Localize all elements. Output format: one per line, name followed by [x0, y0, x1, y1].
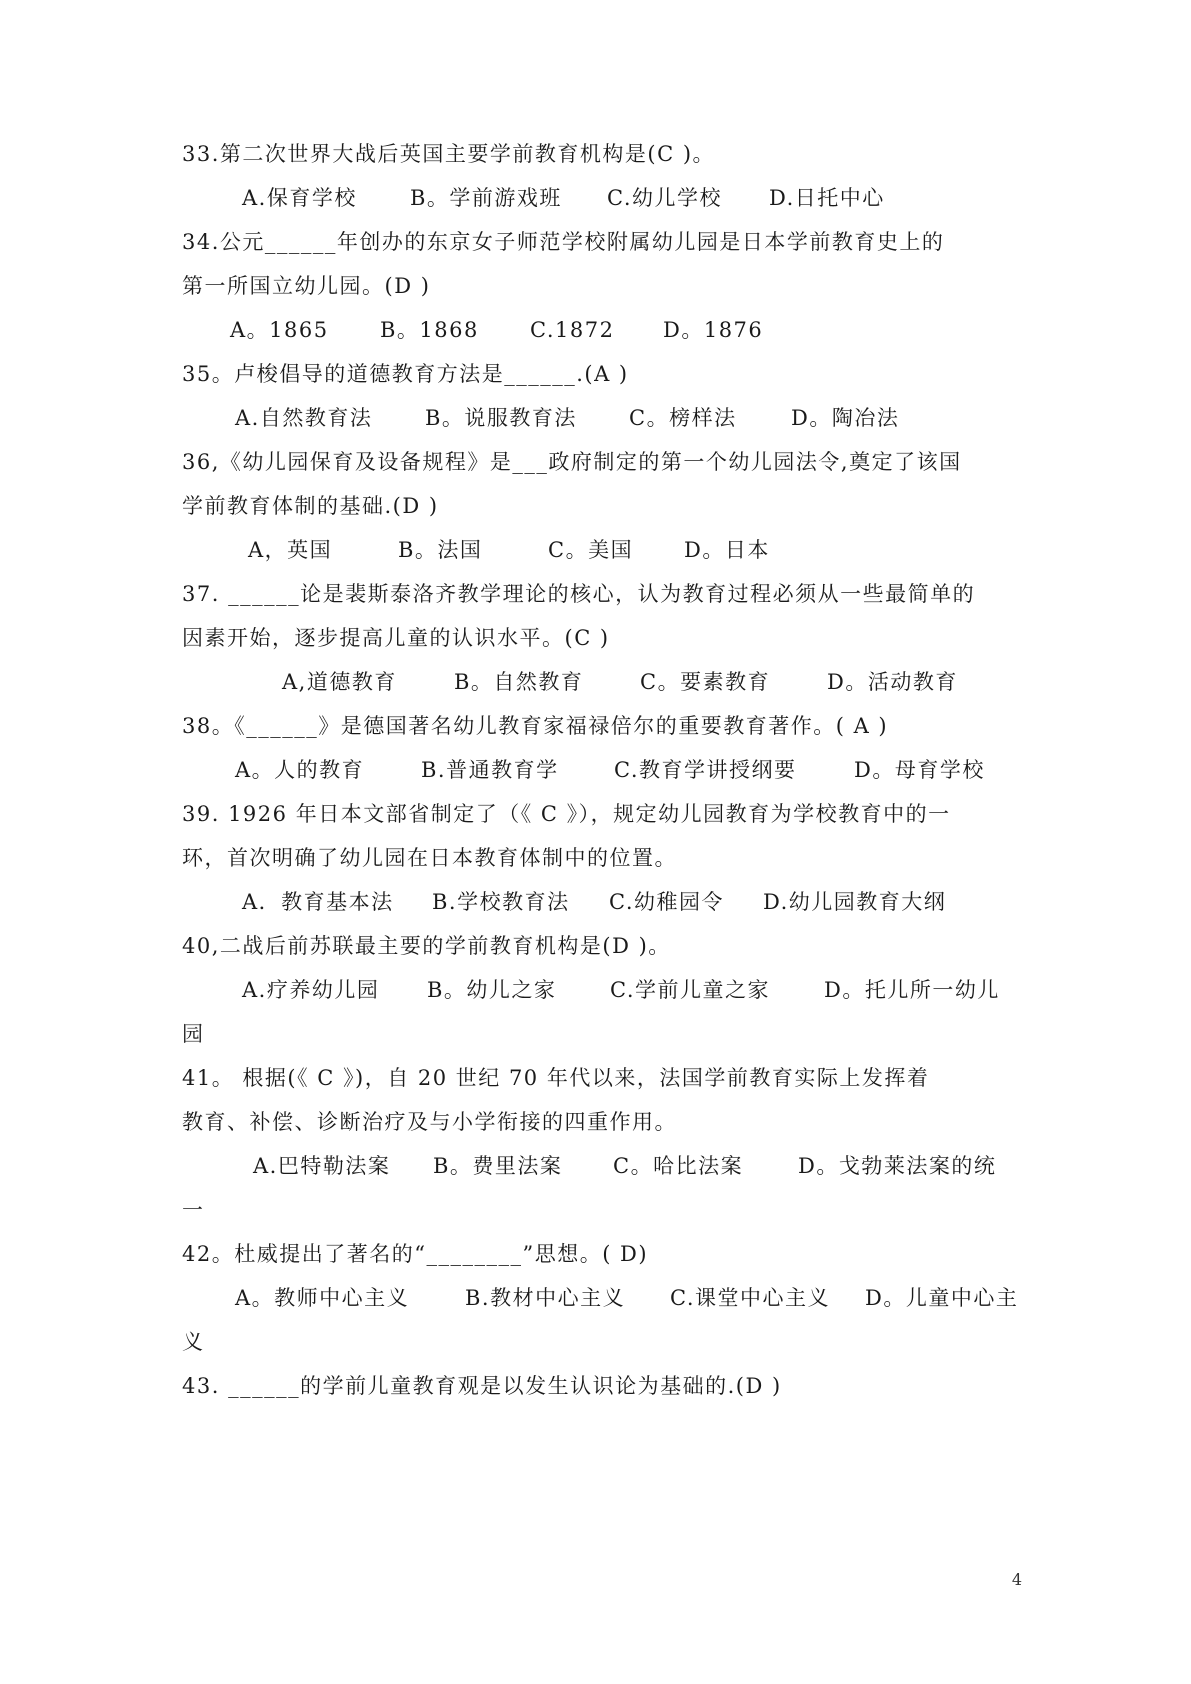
options-39 — [182, 879, 1082, 926]
option-c: C.学前儿童之家 — [610, 978, 770, 1002]
question-38: 38。《______》是德国著名幼儿教育家福禄倍尔的重要教育著作。( A ) — [182, 714, 889, 738]
option-b: B.教材中心主义 — [465, 1286, 626, 1310]
options-36 — [182, 527, 1088, 574]
question-36-cont: 学前教育体制的基础.(D ) — [182, 494, 439, 518]
options-40 — [182, 967, 1082, 1014]
question-39: 39. 1926 年日本文部省制定了（《 C 》），规定幼儿园教育为学校教育中的一 — [182, 802, 951, 826]
option-a: A．教育基本法 — [242, 890, 394, 914]
option-b: B。幼儿之家 — [427, 978, 557, 1002]
question-41-cont: 教育、补偿、诊断治疗及与小学衔接的四重作用。 — [182, 1110, 677, 1134]
option-b: B.学校教育法 — [432, 890, 570, 914]
option-a: A。人的教育 — [235, 758, 365, 782]
options-38 — [182, 747, 1075, 794]
option-d: D。儿童中心主 — [865, 1286, 1019, 1310]
question-43: 43. ______的学前儿童教育观是以发生认识论为基础的.(D ) — [182, 1374, 782, 1398]
option-a: A.巴特勒法案 — [253, 1154, 391, 1178]
option-a: A。1865 — [230, 318, 329, 342]
option-d: D。托儿所一幼儿 — [824, 978, 1000, 1002]
question-35: 35。卢梭倡导的道德教育方法是______.(A ) — [182, 362, 629, 386]
options-40-wrap: 园 — [182, 1022, 205, 1046]
option-a: A.自然教育法 — [235, 406, 373, 430]
option-d: D.日托中心 — [769, 186, 885, 210]
options-42 — [182, 1275, 1075, 1322]
option-a: A.疗养幼儿园 — [242, 978, 380, 1002]
option-d: D。陶冶法 — [791, 406, 900, 430]
options-41-wrap: 一 — [182, 1198, 205, 1222]
option-a: A,道德教育 — [282, 670, 397, 694]
question-34-cont: 第一所国立幼儿园。(D ) — [182, 274, 431, 298]
options-35 — [182, 395, 1075, 442]
option-b: B。费里法案 — [433, 1154, 563, 1178]
option-d: D。1876 — [663, 318, 764, 342]
option-b: B。自然教育 — [454, 670, 584, 694]
options-33 — [182, 175, 1082, 222]
option-d: D。戈勃莱法案的统 — [798, 1154, 997, 1178]
option-b: B。法国 — [398, 538, 483, 562]
option-c: C.教育学讲授纲要 — [614, 758, 797, 782]
question-33: 33.第二次世界大战后英国主要学前教育机构是(C )。 — [182, 142, 716, 166]
question-41: 41。 根据(《 C 》)，自 20 世纪 70 年代以来，法国学前教育实际上发挥着 — [182, 1066, 930, 1090]
options-37 — [182, 659, 1122, 706]
options-41 — [182, 1143, 1093, 1190]
options-34 — [182, 307, 1070, 354]
option-a: A。教师中心主义 — [235, 1286, 410, 1310]
question-42: 42。杜威提出了著名的“________”思想。( D) — [182, 1242, 649, 1266]
option-c: C。美国 — [548, 538, 634, 562]
question-39-cont: 环，首次明确了幼儿园在日本教育体制中的位置。 — [182, 846, 677, 870]
option-a: A，英国 — [248, 538, 333, 562]
option-d: D。活动教育 — [827, 670, 958, 694]
page-number: 4 — [1011, 1570, 1022, 1589]
question-40: 40,二战后前苏联最主要的学前教育机构是(D )。 — [182, 934, 671, 958]
option-a: A.保育学校 — [242, 186, 357, 210]
option-c: C。哈比法案 — [613, 1154, 744, 1178]
option-c: C.幼稚园令 — [609, 890, 724, 914]
question-34: 34.公元______年创办的东京女子师范学校附属幼儿园是日本学前教育史上的 — [182, 230, 945, 254]
question-37: 37. ______论是裴斯泰洛齐教学理论的核心，认为教育过程必须从一些最简单的 — [182, 582, 976, 606]
question-37-cont: 因素开始，逐步提高儿童的认识水平。(C ) — [182, 626, 610, 650]
option-c: C。榜样法 — [629, 406, 737, 430]
option-d: D.幼儿园教育大纲 — [763, 890, 947, 914]
option-c: C。要素教育 — [640, 670, 771, 694]
option-c: C.课堂中心主义 — [670, 1286, 830, 1310]
option-b: B。学前游戏班 — [410, 186, 562, 210]
question-36: 36,《幼儿园保育及设备规程》是___政府制定的第一个幼儿园法令,奠定了该国 — [182, 450, 962, 474]
option-b: B.普通教育学 — [421, 758, 559, 782]
option-c: C.1872 — [530, 318, 615, 342]
option-d: D。日本 — [684, 538, 770, 562]
option-b: B。说服教育法 — [425, 406, 577, 430]
option-d: D。母育学校 — [854, 758, 985, 782]
options-42-wrap: 义 — [182, 1330, 205, 1354]
option-c: C.幼儿学校 — [607, 186, 722, 210]
option-b: B。1868 — [380, 318, 479, 342]
